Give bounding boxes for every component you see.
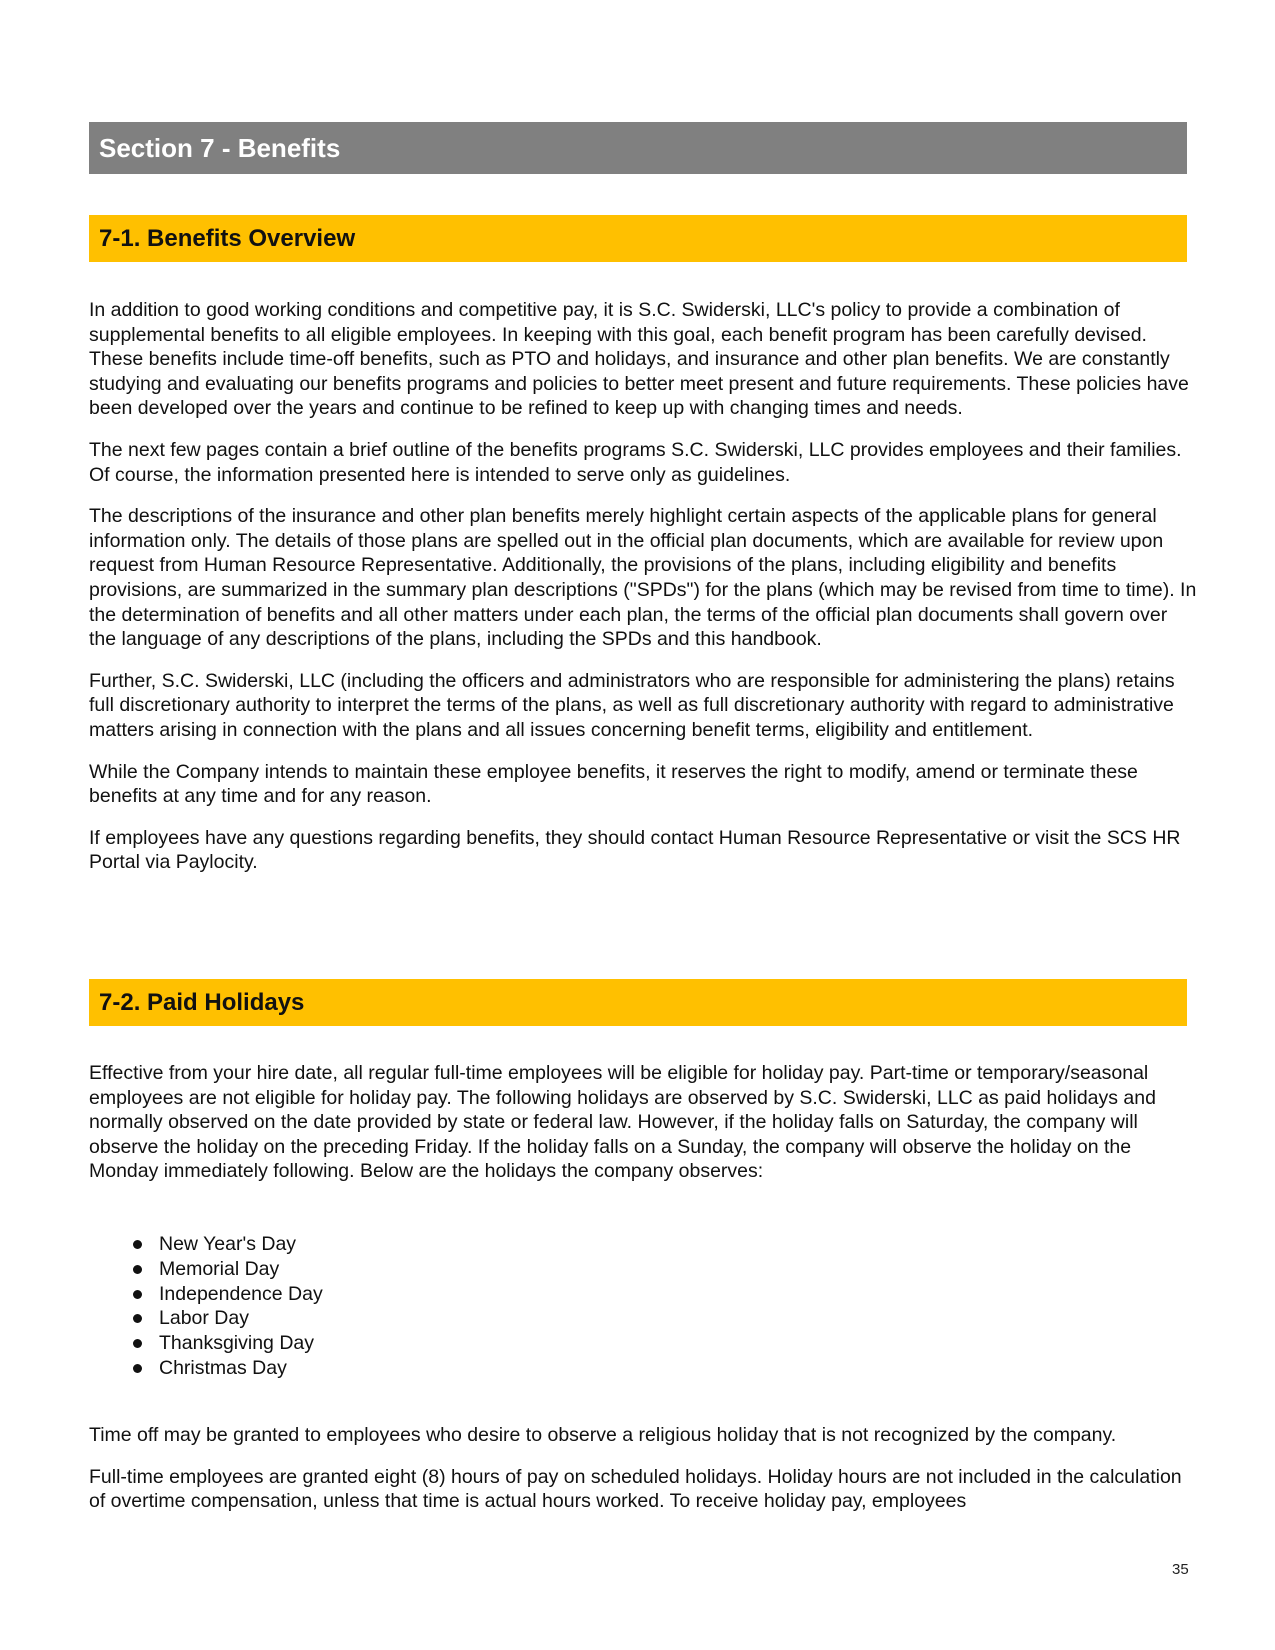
- paragraph: If employees have any questions regarding benefits, they should contact Human Resource Representative or visit the SCS HR Portal via Paylocity.: [89, 826, 1181, 874]
- subsection-title-benefits-overview: 7-1. Benefits Overview: [89, 215, 1187, 262]
- paragraph: Effective from your hire date, all regular full-time employees will be eligible for holiday pay. Part-time or temporary/seasonal employees are not eligible for holiday pay. The following holidays are observed by S.C. Swiderski, LLC as paid holidays and normally observed on the date provided by state or federal law. However, if the holiday falls on Saturday, the company will observe the holiday on the preceding Friday. If the holiday falls on a Sunday, the company will observe the holiday on the Monday immediately following. Below are the holidays the company observes:: [89, 1062, 1156, 1183]
- bullet-icon: [133, 1290, 142, 1299]
- bullet-icon: [133, 1240, 142, 1249]
- section-title: Section 7 - Benefits: [89, 122, 1187, 174]
- list-item: [133, 1257, 323, 1282]
- paragraph: Further, S.C. Swiderski, LLC (including the officers and administrators who are responsible for administering the plans) retains full discretionary authority to interpret the terms of the plans, as well as full discretionary authority with regard to administrative matters arising in connection with the plans and all issues concerning benefit terms, eligibility and entitlement.: [89, 669, 1175, 741]
- paragraph: The next few pages contain a brief outline of the benefits programs S.C. Swiderski, LLC provides employees and their families. Of course, the information presented here is intended to serve only as guidelines.: [89, 438, 1182, 486]
- paragraph: Time off may be granted to employees who desire to observe a religious holiday that is not recognized by the company.: [89, 1424, 1117, 1446]
- subsection-title-paid-holidays: 7-2. Paid Holidays: [89, 979, 1187, 1026]
- paragraph: While the Company intends to maintain these employee benefits, it reserves the right to modify, amend or terminate these benefits at any time and for any reason.: [89, 760, 1138, 808]
- list-item: [133, 1306, 323, 1331]
- list-item: [133, 1356, 323, 1381]
- benefits-overview-body: [89, 298, 1199, 892]
- bullet-icon: [133, 1265, 142, 1274]
- bullet-icon: [133, 1364, 142, 1373]
- list-item: [133, 1331, 323, 1356]
- paragraph: The descriptions of the insurance and other plan benefits merely highlight certain aspects of the applicable plans for general information only. The details of those plans are spelled out in the official plan documents, which are available for review upon request from Human Resource Representative. Additionally, the provisions of the plans, including eligibility and benefits provisions, are summarized in the summary plan descriptions ("SPDs") for the plans (which may be revised from time to time). In the determination of benefits and all other matters under each plan, the terms of the official plan documents shall govern over the language of any descriptions of the plans, including the SPDs and this handbook.: [89, 505, 1197, 651]
- paid-holidays-intro: [89, 1061, 1199, 1201]
- holiday-name: Memorial Day: [159, 1257, 280, 1280]
- bullet-icon: [133, 1314, 142, 1323]
- page-number: 35: [1172, 1561, 1189, 1578]
- holiday-name: New Year's Day: [159, 1233, 297, 1255]
- holiday-name: Labor Day: [159, 1307, 249, 1330]
- paragraph: Full-time employees are granted eight (8) hours of pay on scheduled holidays. Holiday hours are not included in the calculation of overtime compensation, unless that time is actual hours worked. To receive holiday pay, employees: [89, 1465, 1182, 1513]
- holiday-name: Independence Day: [159, 1282, 323, 1305]
- list-item: [133, 1282, 323, 1307]
- holiday-name: Christmas Day: [159, 1356, 287, 1379]
- bullet-icon: [133, 1339, 142, 1348]
- holiday-list: [133, 1232, 323, 1381]
- list-item: [133, 1232, 323, 1257]
- holiday-name: Thanksgiving Day: [159, 1332, 314, 1355]
- paid-holidays-body: [89, 1423, 1199, 1531]
- paragraph: In addition to good working conditions and competitive pay, it is S.C. Swiderski, LLC's policy to provide a combination of supplemental benefits to all eligible employees. In keeping with this goal, each benefit program has been carefully devised. These benefits include time-off benefits, such as PTO and holidays, and insurance and other plan benefits. We are constantly studying and evaluating our benefits programs and policies to better meet present and future requirements. These policies have been developed over the years and continue to be refined to keep up with changing times and needs.: [89, 299, 1189, 420]
